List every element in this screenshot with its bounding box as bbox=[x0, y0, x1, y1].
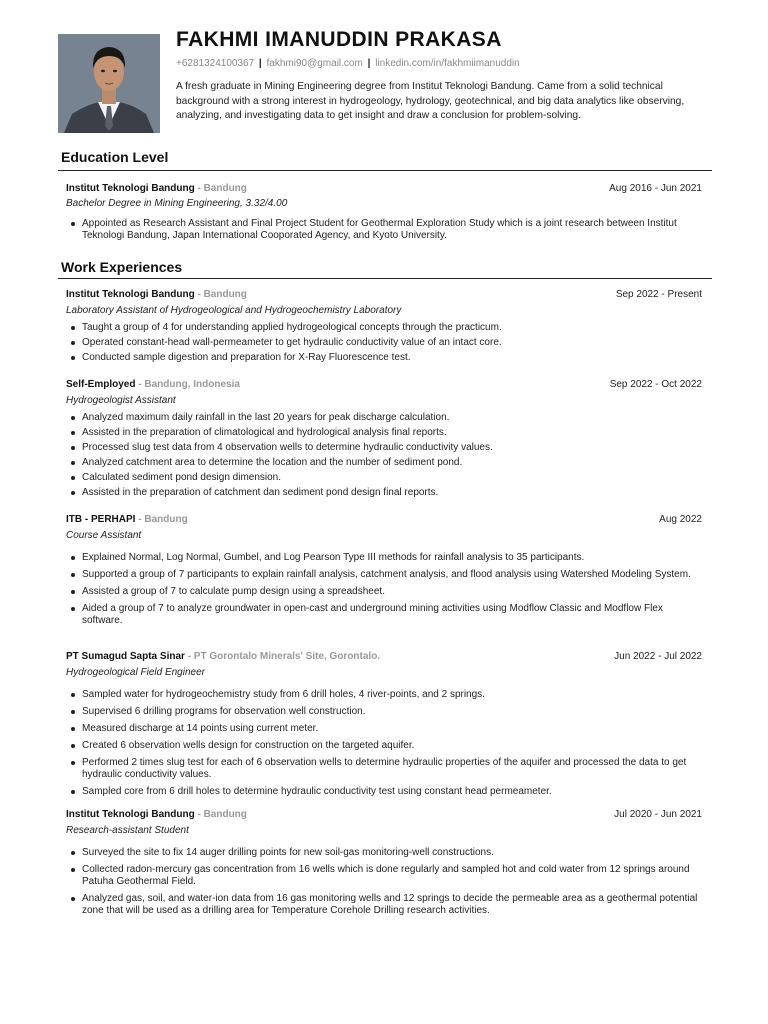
work-role: Research-assistant Student bbox=[66, 825, 189, 836]
work-bullet: Measured discharge at 14 points using current meter. bbox=[66, 723, 712, 735]
work-org: PT Sumagud Sapta Sinar bbox=[66, 651, 185, 662]
work-bullet: Sampled core from 6 drill holes to determine hydraulic conductivity test using constant head permeameter. bbox=[66, 786, 712, 798]
work-section-title: Work Experiences bbox=[61, 259, 183, 275]
candidate-name: FAKHMI IMANUDDIN PRAKASA bbox=[176, 28, 502, 51]
work-bullet: Sampled water for hydrogeochemistry study from 6 drill holes, 4 river-points, and 2 springs. bbox=[66, 689, 712, 701]
work-bullet: Explained Normal, Log Normal, Gumbel, and Log Pearson Type III methods for rainfall analysis to 35 participants. bbox=[66, 552, 706, 564]
work-org: Institut Teknologi Bandung bbox=[66, 289, 195, 300]
work-bullet: Assisted in the preparation of catchment dan sediment pond design final reports. bbox=[66, 487, 702, 499]
work-date: Aug 2022 bbox=[659, 514, 702, 525]
work-entry bbox=[66, 288, 702, 364]
work-bullet: Analyzed maximum daily rainfall in the last 20 years for peak discharge calculation. bbox=[66, 412, 702, 424]
work-org: ITB - PERHAPI bbox=[66, 514, 136, 525]
work-role: Course Assistant bbox=[66, 530, 142, 541]
phone-number: +6281324100367 bbox=[176, 58, 255, 69]
work-date: Jun 2022 - Jul 2022 bbox=[614, 651, 702, 662]
education-degree: Bachelor Degree in Mining Engineering, 3.32/4.00 bbox=[66, 198, 288, 209]
work-bullet: Aided a group of 7 to analyze groundwater in open-cast and underground mining activities using Modflow Classic and Modflow Flex software. bbox=[66, 603, 706, 627]
education-location: - Bandung bbox=[197, 183, 247, 194]
contact-separator: | bbox=[258, 58, 262, 69]
section-divider bbox=[58, 170, 712, 171]
work-role: Hydrogeological Field Engineer bbox=[66, 667, 205, 678]
work-date: Sep 2022 - Oct 2022 bbox=[609, 379, 702, 390]
education-date: Aug 2016 - Jun 2021 bbox=[609, 183, 702, 194]
work-bullet: Assisted in the preparation of climatological and hydrological analysis final reports. bbox=[66, 427, 702, 439]
work-entry bbox=[66, 513, 702, 627]
work-bullet: Performed 2 times slug test for each of 6 observation wells to determine hydraulic properties of the aquifer and processed the data to get hydraulic conductivity values. bbox=[66, 757, 712, 781]
work-bullet: Created 6 observation wells design for construction on the targeted aquifer. bbox=[66, 740, 712, 752]
work-location: - Bandung bbox=[138, 514, 188, 525]
profile-photo bbox=[58, 34, 160, 133]
section-divider bbox=[58, 278, 712, 279]
work-org: Self-Employed bbox=[66, 379, 136, 390]
work-bullet: Processed slug test data from 4 observation wells to determine hydraulic conductivity values. bbox=[66, 442, 702, 454]
contact-line bbox=[176, 58, 520, 69]
work-bullet: Taught a group of 4 for understanding applied hydrogeological concepts through the practicum. bbox=[66, 322, 702, 334]
profile-summary: A fresh graduate in Mining Engineering degree from Institut Teknologi Bandung. Came from a solid technical background with a strong interest in hydrogeology, hydrology, geotechnical, and big data analytics like observing, analyzing, and investigating data to get insight and draw a conclusion for problem-solving. bbox=[176, 81, 685, 121]
work-bullet: Analyzed gas, soil, and water-ion data from 16 gas monitoring wells and 12 springs to decide the permeable area as a geothermal potential zone that will be used as a drilling area for Temperature Corehole Drilling research activities. bbox=[66, 893, 706, 917]
work-bullet: Collected radon-mercury gas concentration from 16 wells which is done regularly and sampled hot and cold water from 12 springs around Patuha Geothermal Field. bbox=[66, 864, 706, 888]
education-entry bbox=[66, 182, 702, 242]
work-entry bbox=[66, 650, 702, 798]
work-location: - PT Gorontalo Minerals' Site, Gorontalo. bbox=[187, 651, 381, 662]
work-bullet: Calculated sediment pond design dimension. bbox=[66, 472, 702, 484]
work-entry bbox=[66, 378, 702, 499]
work-bullet: Conducted sample digestion and preparation for X-Ray Fluorescence test. bbox=[66, 352, 702, 364]
work-entry bbox=[66, 808, 702, 917]
work-role: Laboratory Assistant of Hydrogeological and Hydrogeochemistry Laboratory bbox=[66, 305, 402, 316]
work-location: - Bandung, Indonesia bbox=[138, 379, 240, 390]
work-bullet: Supervised 6 drilling programs for observation well construction. bbox=[66, 706, 712, 718]
work-date: Jul 2020 - Jun 2021 bbox=[614, 809, 702, 820]
work-bullet: Supported a group of 7 participants to explain rainfall analysis, catchment analysis, and flood analysis using Watershed Modeling System. bbox=[66, 569, 706, 581]
contact-separator: | bbox=[367, 58, 371, 69]
work-location: - Bandung bbox=[197, 289, 247, 300]
work-bullet: Operated constant-head wall-permeameter to get hydraulic conductivity value of an intact core. bbox=[66, 337, 702, 349]
linkedin-link[interactable]: linkedin.com/in/fakhmiimanuddin bbox=[375, 58, 520, 69]
work-org: Institut Teknologi Bandung bbox=[66, 809, 195, 820]
education-org: Institut Teknologi Bandung bbox=[66, 183, 195, 194]
work-date: Sep 2022 - Present bbox=[615, 289, 702, 300]
email-link[interactable]: fakhmi90@gmail.com bbox=[266, 58, 363, 69]
work-bullet: Surveyed the site to fix 14 auger drilling points for new soil-gas monitoring-well constructions. bbox=[66, 847, 706, 859]
education-section-title: Education Level bbox=[61, 149, 169, 165]
work-bullet: Assisted a group of 7 to calculate pump design using a spreadsheet. bbox=[66, 586, 706, 598]
work-bullet: Analyzed catchment area to determine the location and the number of sediment pond. bbox=[66, 457, 702, 469]
education-bullet: Appointed as Research Assistant and Final Project Student for Geothermal Exploration Study which is a joint research between Institut Teknologi Bandung, Japan International Cooporated Agency, and Kyoto University. bbox=[66, 218, 716, 242]
work-location: - Bandung bbox=[197, 809, 247, 820]
work-role: Hydrogeologist Assistant bbox=[66, 395, 176, 406]
